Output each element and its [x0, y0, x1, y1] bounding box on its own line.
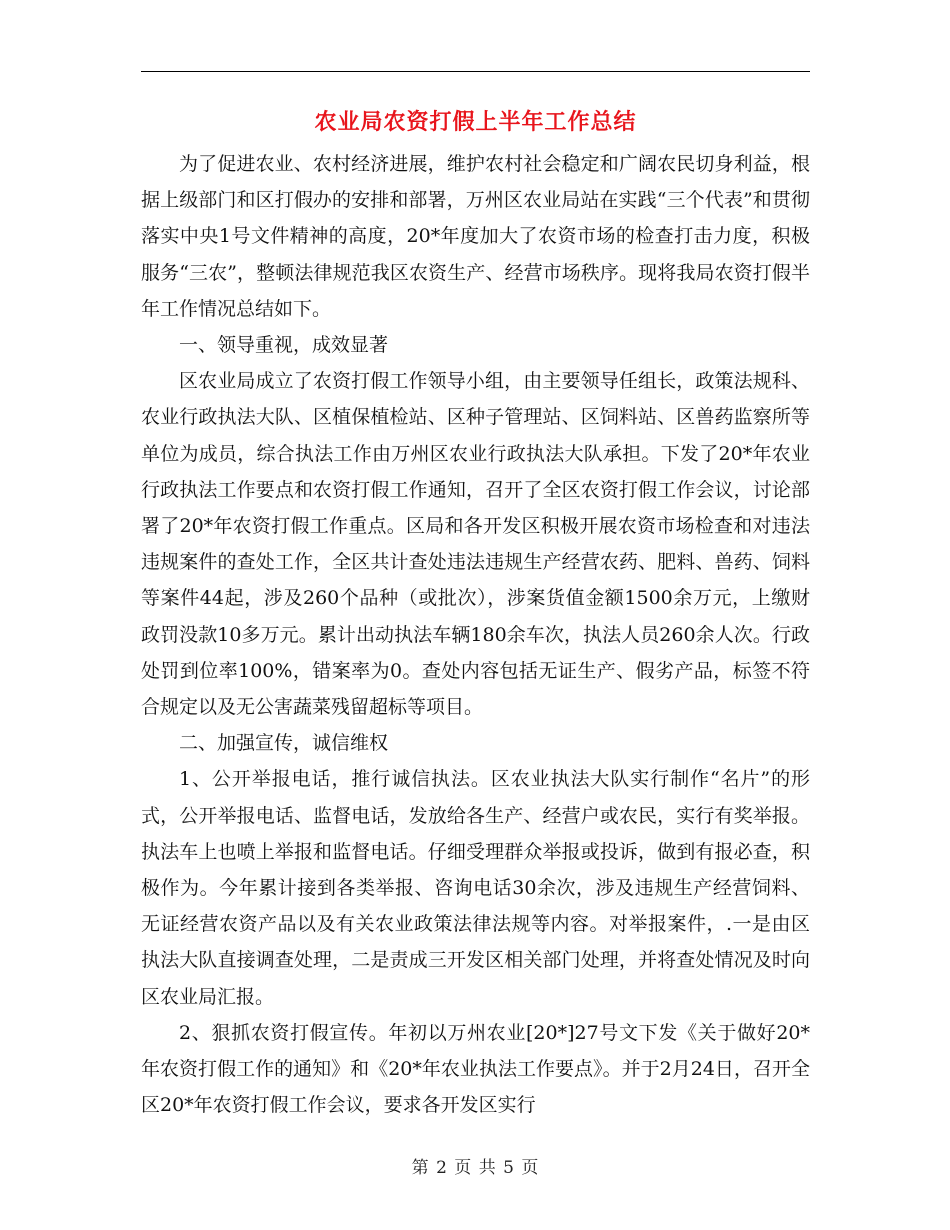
intro-paragraph: 为了促进农业、农村经济进展，维护农村社会稳定和广阔农民切身利益，根据上级部门和区打假办的安排和部署，万州区农业局站在实践“三个代表”和贯彻落实中央1号文件精神的高度，20*年度加大了农资市场的检查打击力度，积极服务“三农”，整顿法律规范我区农资生产、经营市场秩序。现将我局农资打假半年工作情况总结如下。	[141, 153, 810, 320]
item-2-paragraph: 2、狠抓农资打假宣传。年初以万州农业[20*]27号文下发《关于做好20*年农资打假工作的通知》和《20*年农业执法工作要点》。并于2月24日，召开全区20*年农资打假工作会议，要求各开发区实行	[141, 1021, 810, 1117]
section-heading-2: 二、加强宣传，诚信维权	[179, 732, 389, 755]
page-number-footer: 第 2 页 共 5 页	[411, 1158, 540, 1178]
document-title: 农业局农资打假上半年工作总结	[314, 109, 637, 135]
header-rule	[141, 71, 810, 72]
section-1-paragraph: 区农业局成立了农资打假工作领导小组，由主要领导任组长，政策法规科、农业行政执法大队、区植保植检站、区种子管理站、区饲料站、区兽药监察所等单位为成员，综合执法工作由万州区农业行政执法大队承担。下发了20*年农业行政执法工作要点和农资打假工作通知，召开了全区农资打假工作会议，讨论部署了20*年农资打假工作重点。区局和各开发区积极开展农资市场检查和对违法违规案件的查处工作，全区共计查处违法违规生产经营农药、肥料、兽药、饲料等案件44起，涉及260个品种（或批次），涉案货值金额1500余万元，上缴财政罚没款10多万元。累计出动执法车辆180余车次，执法人员260余人次。行政处罚到位率100%，错案率为0。查处内容包括无证生产、假劣产品，标签不符合规定以及无公害蔬菜残留超标等项目。	[141, 370, 810, 719]
section-heading-1: 一、领导重视，成效显著	[179, 334, 389, 357]
document-body	[141, 146, 810, 1123]
item-1-paragraph: 1、公开举报电话，推行诚信执法。区农业执法大队实行制作“名片”的形式，公开举报电话、监督电话，发放给各生产、经营户或农民，实行有奖举报。执法车上也喷上举报和监督电话。仔细受理群众举报或投诉，做到有报必查，积极作为。今年累计接到各类举报、咨询电话30余次，涉及违规生产经营饲料、无证经营农资产品以及有关农业政策法律法规等内容。对举报案件，.一是由区执法大队直接调查处理，二是责成三开发区相关部门处理，并将查处情况及时向区农业局汇报。	[141, 768, 810, 1008]
